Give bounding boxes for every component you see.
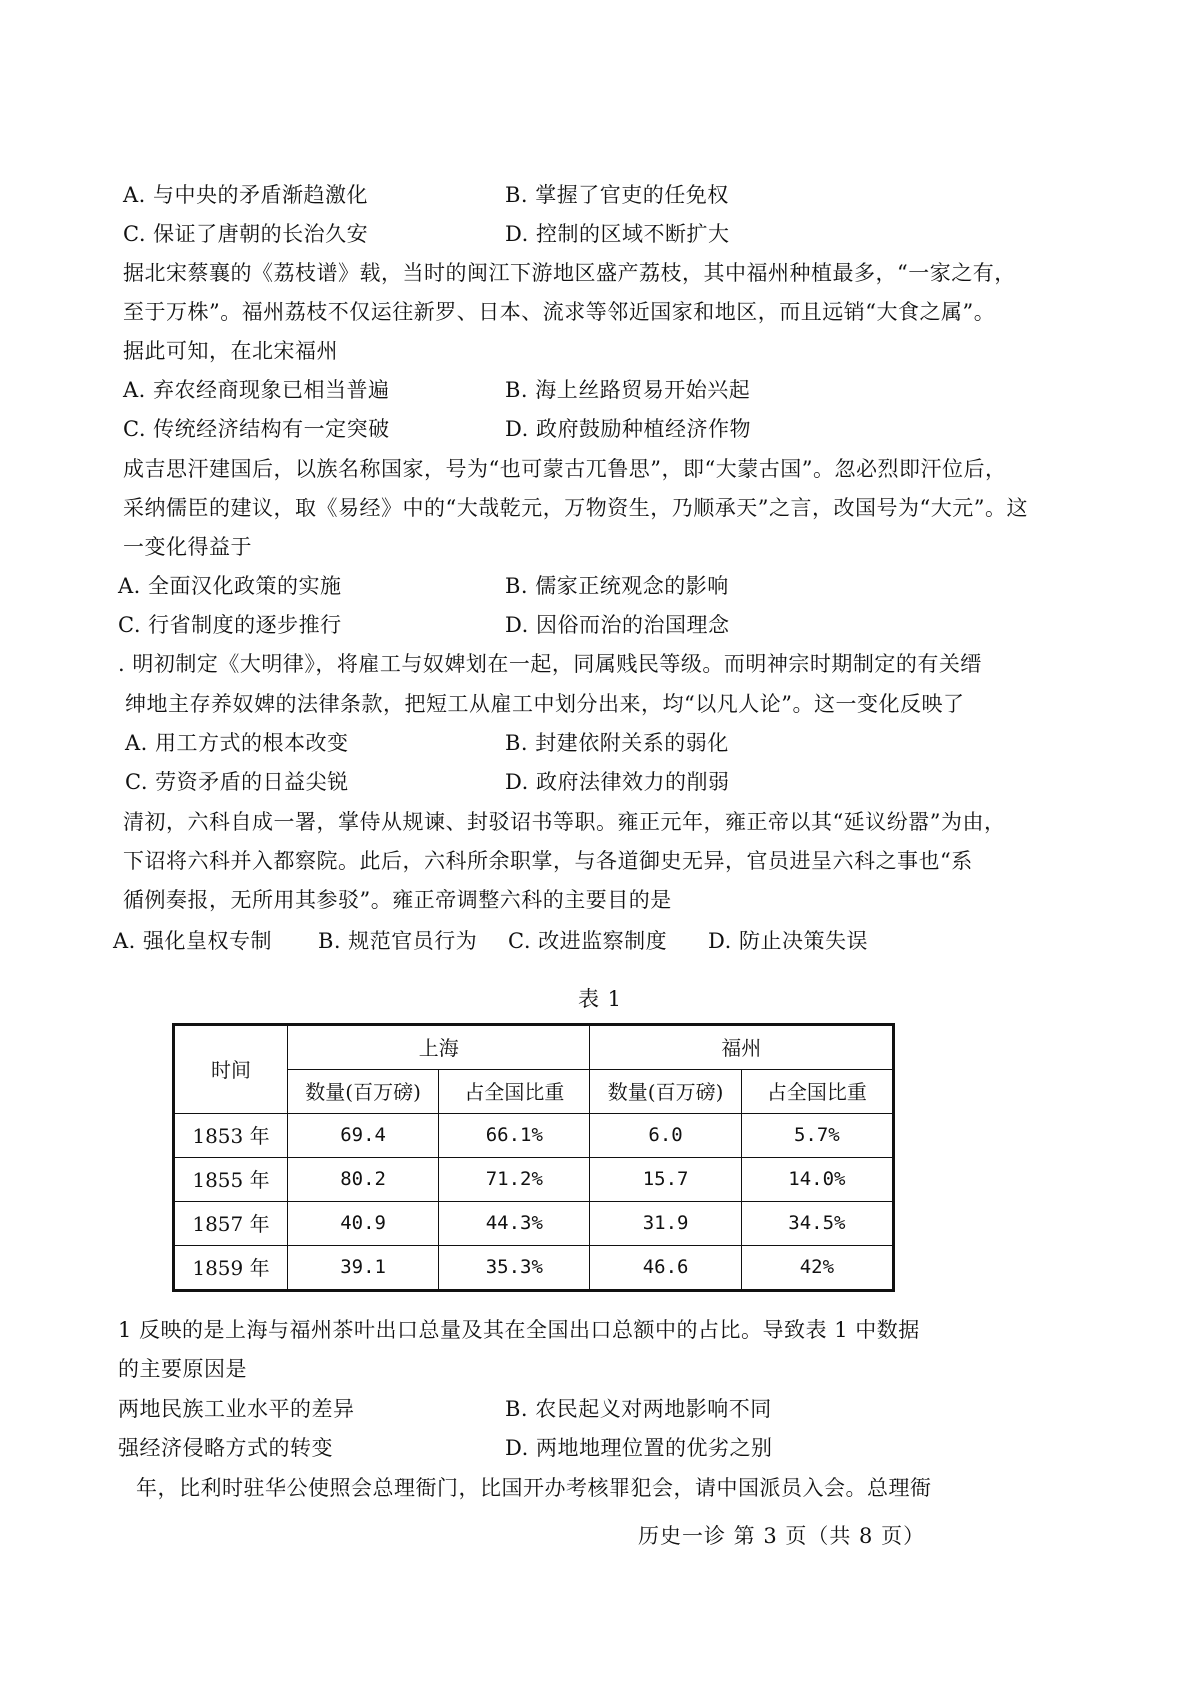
option-d: D. 控制的区域不断扩大	[505, 222, 730, 246]
option-c: C. 劳资矛盾的日益尖锐	[125, 770, 349, 794]
table-header-time: 时间	[174, 1025, 288, 1114]
table-header-qty: 数量(百万磅)	[287, 1070, 438, 1114]
option-c: C. 行省制度的逐步推行	[118, 613, 342, 637]
question-text: 1 反映的是上海与福州茶叶出口总量及其在全国出口总额中的占比。导致表 1 中数据	[118, 1318, 920, 1342]
shanghai-qty-cell: 39.1	[287, 1246, 438, 1291]
table-row	[174, 1246, 894, 1291]
question-text: 绅地主存养奴婢的法律条款，把短工从雇工中划分出来，均“以凡人论”。这一变化反映了	[125, 692, 965, 716]
table-row	[174, 1114, 894, 1158]
fuzhou-qty-cell: 6.0	[590, 1114, 741, 1158]
option-b: B. 农民起义对两地影响不同	[505, 1397, 772, 1421]
table-row	[174, 1202, 894, 1246]
year-cell: 1859 年	[174, 1246, 288, 1291]
table-header-share: 占全国比重	[741, 1070, 893, 1114]
question-text: 至于万株”。福州荔枝不仅运往新罗、日本、流求等邻近国家和地区，而且远销“大食之属”。	[123, 300, 996, 324]
option-a: A. 与中央的矛盾渐趋激化	[123, 183, 369, 207]
question-text: 清初，六科自成一署，掌侍从规谏、封驳诏书等职。雍正元年，雍正帝以其“延议纷嚣”为由，	[123, 810, 1006, 834]
question-text: . 明初制定《大明律》，将雇工与奴婢划在一起，同属贱民等级。而明神宗时期制定的有关缙	[118, 652, 982, 676]
year-cell: 1853 年	[174, 1114, 288, 1158]
tea-export-table	[172, 1023, 895, 1292]
option-a: A. 弃农经商现象已相当普遍	[123, 378, 390, 402]
fuzhou-share-cell: 42%	[741, 1246, 893, 1291]
option-c: C. 保证了唐朝的长治久安	[123, 222, 369, 246]
table-header-shanghai: 上海	[287, 1025, 590, 1070]
table-caption: 表 1	[577, 987, 623, 1011]
table-header-share: 占全国比重	[439, 1070, 590, 1114]
table-header-qty: 数量(百万磅)	[590, 1070, 741, 1114]
fuzhou-qty-cell: 31.9	[590, 1202, 741, 1246]
option-b: B. 掌握了官吏的任免权	[505, 183, 729, 207]
option-c: C. 传统经济结构有一定突破	[123, 417, 390, 441]
question-text: 据北宋蔡襄的《荔枝谱》载，当时的闽江下游地区盛产荔枝，其中福州种植最多，“一家之有，	[123, 261, 1016, 285]
option-a: 两地民族工业水平的差异	[118, 1397, 355, 1421]
option-b: B. 规范官员行为	[318, 929, 478, 953]
option-d: D. 政府法律效力的削弱	[505, 770, 730, 794]
shanghai-share-cell: 35.3%	[439, 1246, 590, 1291]
option-a: A. 全面汉化政策的实施	[118, 574, 342, 598]
option-d: D. 防止决策失误	[708, 929, 868, 953]
option-b: B. 儒家正统观念的影响	[505, 574, 729, 598]
option-b: B. 海上丝路贸易开始兴起	[505, 378, 751, 402]
question-text: 年，比利时驻华公使照会总理衙门，比国开办考核罪犯会，请中国派员入会。总理衙	[136, 1476, 932, 1500]
option-c: 强经济侵略方式的转变	[118, 1436, 333, 1460]
question-text: 下诏将六科并入都察院。此后，六科所余职掌，与各道御史无异，官员进呈六科之事也“系	[123, 849, 973, 873]
option-d: D. 政府鼓励种植经济作物	[505, 417, 751, 441]
fuzhou-share-cell: 34.5%	[741, 1202, 893, 1246]
fuzhou-share-cell: 5.7%	[741, 1114, 893, 1158]
shanghai-qty-cell: 40.9	[287, 1202, 438, 1246]
question-text: 一变化得益于	[123, 535, 252, 559]
question-text: 的主要原因是	[118, 1357, 247, 1381]
option-c: C. 改进监察制度	[508, 929, 668, 953]
question-text: 据此可知，在北宋福州	[123, 339, 338, 363]
option-d: D. 因俗而治的治国理念	[505, 613, 730, 637]
question-text: 采纳儒臣的建议，取《易经》中的“大哉乾元，万物资生，乃顺承天”之言，改国号为“大元”。这	[123, 496, 1028, 520]
year-cell: 1857 年	[174, 1202, 288, 1246]
question-text: 成吉思汗建国后，以族名称国家，号为“也可蒙古兀鲁思”，即“大蒙古国”。忽必烈即汗位后，	[123, 457, 1007, 481]
page-footer: 历史一诊 第 3 页（共 8 页）	[638, 1524, 926, 1548]
table-row	[174, 1158, 894, 1202]
option-b: B. 封建依附关系的弱化	[505, 731, 729, 755]
shanghai-share-cell: 71.2%	[439, 1158, 590, 1202]
shanghai-share-cell: 44.3%	[439, 1202, 590, 1246]
shanghai-qty-cell: 69.4	[287, 1114, 438, 1158]
option-d: D. 两地地理位置的优劣之别	[505, 1436, 773, 1460]
shanghai-qty-cell: 80.2	[287, 1158, 438, 1202]
fuzhou-qty-cell: 46.6	[590, 1246, 741, 1291]
question-text: 循例奏报，无所用其参驳”。雍正帝调整六科的主要目的是	[123, 888, 672, 912]
option-a: A. 强化皇权专制	[113, 929, 273, 953]
fuzhou-share-cell: 14.0%	[741, 1158, 893, 1202]
fuzhou-qty-cell: 15.7	[590, 1158, 741, 1202]
table-header-fuzhou: 福州	[590, 1025, 894, 1070]
option-a: A. 用工方式的根本改变	[125, 731, 349, 755]
shanghai-share-cell: 66.1%	[439, 1114, 590, 1158]
year-cell: 1855 年	[174, 1158, 288, 1202]
